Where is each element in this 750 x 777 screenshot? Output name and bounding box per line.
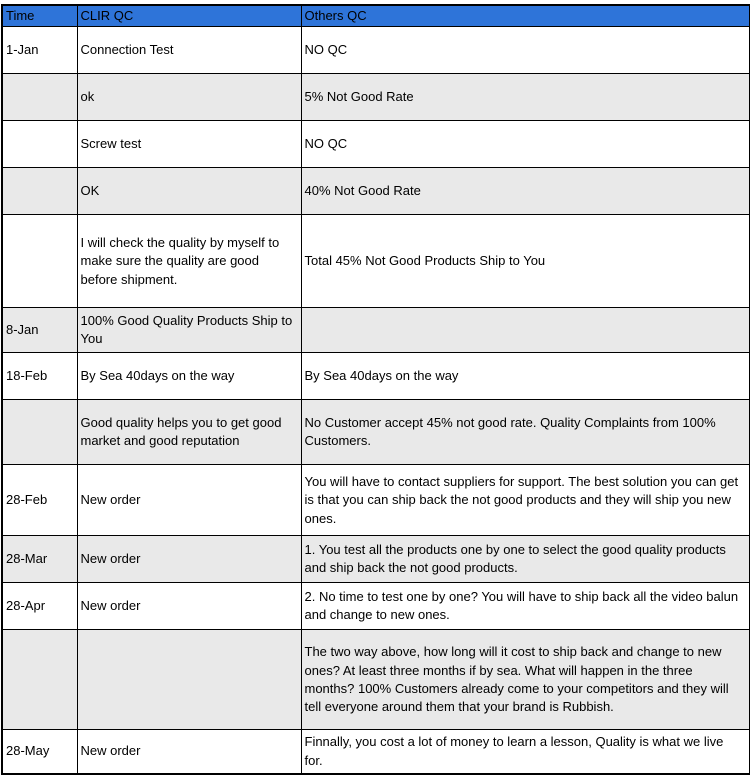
cell-others: Total 45% Not Good Products Ship to You <box>301 215 750 308</box>
header-row <box>2 5 750 27</box>
table-body <box>2 27 750 774</box>
cell-time: 28-Apr <box>2 583 77 630</box>
cell-clir: New order <box>77 583 301 630</box>
qc-comparison-table <box>1 4 750 775</box>
cell-clir: New order <box>77 536 301 583</box>
cell-time <box>2 630 77 730</box>
cell-others <box>301 308 750 353</box>
cell-time <box>2 215 77 308</box>
cell-others: Finnally, you cost a lot of money to learn a lesson, Quality is what we live for. <box>301 730 750 774</box>
cell-others: NO QC <box>301 121 750 168</box>
cell-others: By Sea 40days on the way <box>301 353 750 400</box>
cell-others: No Customer accept 45% not good rate. Quality Complaints from 100% Customers. <box>301 400 750 465</box>
cell-clir: New order <box>77 730 301 774</box>
table-row <box>2 730 750 774</box>
table-row <box>2 583 750 630</box>
table-row <box>2 465 750 536</box>
cell-clir: Good quality helps you to get good market and good reputation <box>77 400 301 465</box>
cell-others: You will have to contact suppliers for support. The best solution you can get is that you can ship back the not good products and they will ship you new ones. <box>301 465 750 536</box>
cell-clir: ok <box>77 74 301 121</box>
cell-time: 28-Mar <box>2 536 77 583</box>
table-row <box>2 308 750 353</box>
header-clir: CLIR QC <box>77 5 301 27</box>
cell-clir: Screw test <box>77 121 301 168</box>
cell-time <box>2 74 77 121</box>
table-row <box>2 121 750 168</box>
header-others: Others QC <box>301 5 750 27</box>
table-row <box>2 536 750 583</box>
cell-time <box>2 121 77 168</box>
header-time: Time <box>2 5 77 27</box>
cell-clir: By Sea 40days on the way <box>77 353 301 400</box>
cell-time <box>2 400 77 465</box>
cell-time <box>2 168 77 215</box>
cell-others: The two way above, how long will it cost to ship back and change to new ones? At least three months if by sea. What will happen in the three months? 100% Customers already come to your competitors and they will tell everyone around them that your brand is Rubbish. <box>301 630 750 730</box>
cell-clir: I will check the quality by myself to make sure the quality are good before shipment. <box>77 215 301 308</box>
cell-time: 8-Jan <box>2 308 77 353</box>
cell-others: 2. No time to test one by one? You will have to ship back all the video balun and change to new ones. <box>301 583 750 630</box>
table-row <box>2 74 750 121</box>
cell-time: 28-May <box>2 730 77 774</box>
table-row <box>2 168 750 215</box>
table-row <box>2 400 750 465</box>
table-row <box>2 353 750 400</box>
table-row <box>2 630 750 730</box>
cell-others: 1. You test all the products one by one to select the good quality products and ship back the not good products. <box>301 536 750 583</box>
cell-clir <box>77 630 301 730</box>
cell-time: 18-Feb <box>2 353 77 400</box>
cell-time: 1-Jan <box>2 27 77 74</box>
table-row <box>2 215 750 308</box>
cell-clir: 100% Good Quality Products Ship to You <box>77 308 301 353</box>
cell-others: 40% Not Good Rate <box>301 168 750 215</box>
table-row <box>2 27 750 74</box>
cell-others: NO QC <box>301 27 750 74</box>
cell-clir: Connection Test <box>77 27 301 74</box>
cell-clir: OK <box>77 168 301 215</box>
cell-time: 28-Feb <box>2 465 77 536</box>
cell-others: 5% Not Good Rate <box>301 74 750 121</box>
cell-clir: New order <box>77 465 301 536</box>
